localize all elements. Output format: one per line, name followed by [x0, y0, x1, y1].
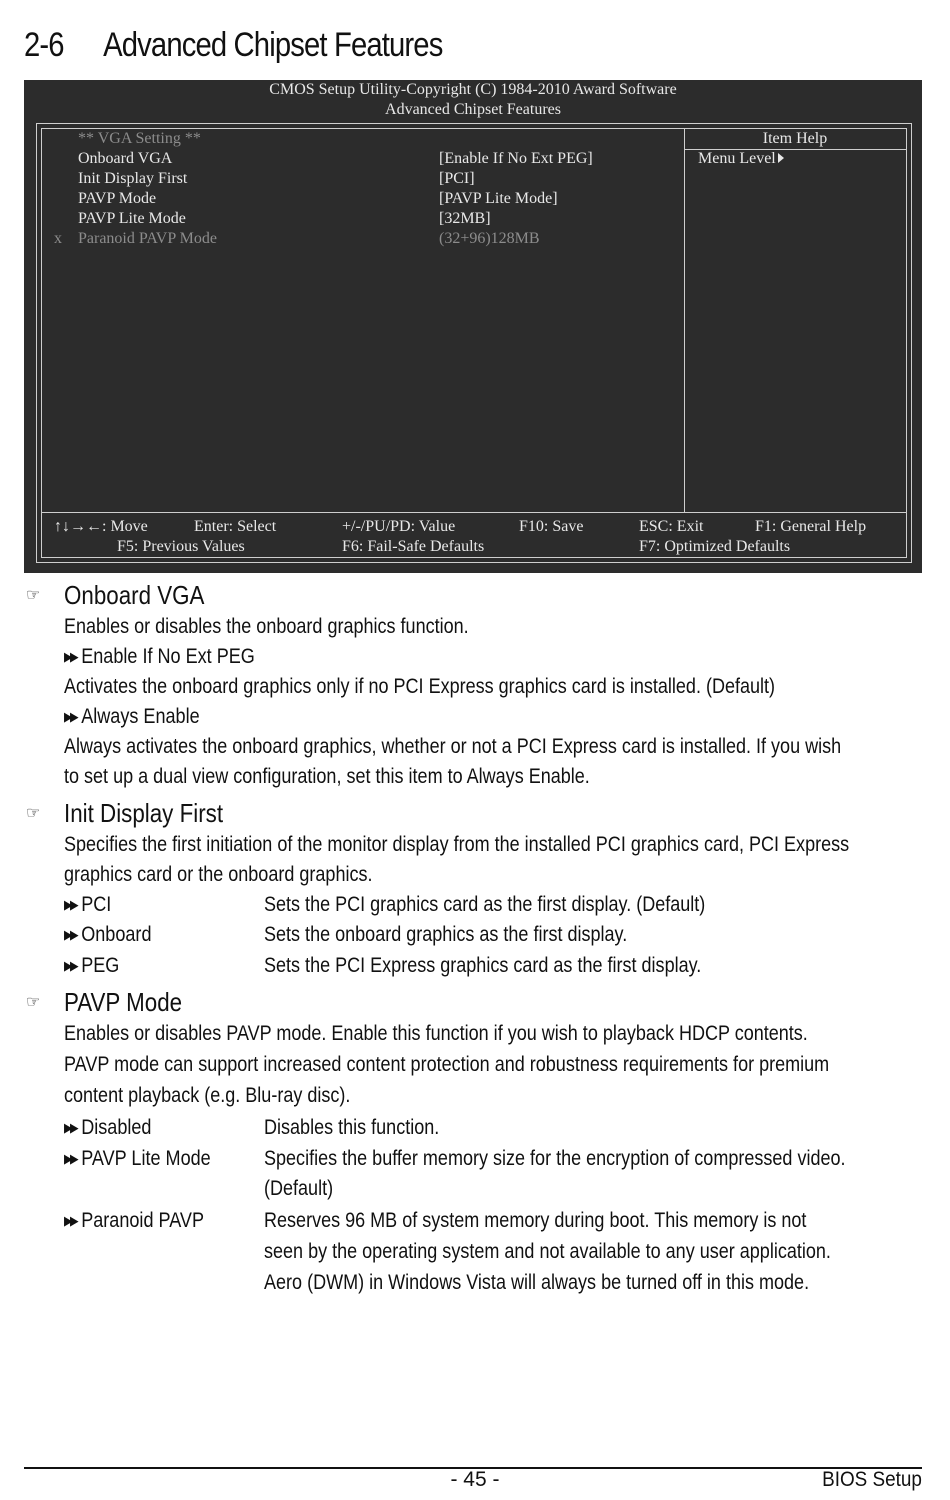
key-general-help: F1: General Help [755, 518, 867, 535]
double-arrow-icon: ▶▶ [64, 958, 77, 973]
option-name: PCI [81, 893, 112, 916]
option-always-enable [64, 702, 200, 732]
option-enable-if-no-ext-peg-desc: Activates the onboard graphics only if no PCI Express graphics card is installed. (Default) [64, 675, 776, 698]
disabled-mark: x [54, 230, 62, 247]
section-init-display-title: Init Display First [64, 798, 224, 828]
section-onboard-vga-title: Onboard VGA [64, 580, 205, 610]
setting-value[interactable]: [Enable If No Ext PEG] [439, 150, 593, 167]
double-arrow-icon: ▶▶ [64, 1213, 77, 1228]
option-always-enable-desc-2: to set up a dual view configuration, set this item to Always Enable. [64, 765, 590, 788]
option-disabled [64, 1113, 151, 1143]
option-name: Paranoid PAVP [81, 1209, 205, 1232]
option-pavp-lite-desc-1: Specifies the buffer memory size for the encryption of compressed video. [264, 1147, 846, 1170]
pointing-hand-icon: ☞ [26, 994, 41, 1011]
bios-divider-vertical [684, 129, 685, 512]
key-fail-safe-defaults: F6: Fail-Safe Defaults [342, 538, 485, 555]
option-peg-desc: Sets the PCI Express graphics card as the first display. [264, 954, 702, 977]
menu-level-label: Menu Level [698, 150, 776, 167]
option-always-enable-desc-1: Always activates the onboard graphics, whether or not a PCI Express card is installed. If you wish [64, 735, 842, 758]
section-pavp-title: PAVP Mode [64, 987, 183, 1017]
option-pci [64, 890, 111, 920]
section-number: 2-6 [24, 26, 64, 64]
setting-value: (32+96)128MB [439, 230, 540, 247]
pointing-hand-icon: ☞ [26, 587, 41, 604]
option-pavp-lite-mode [64, 1144, 211, 1174]
bios-screenshot [24, 80, 922, 573]
bios-divider-horizontal [42, 512, 906, 513]
bios-screen-title: Advanced Chipset Features [385, 101, 561, 118]
setting-value[interactable]: [32MB] [439, 210, 491, 227]
key-save: F10: Save [519, 518, 584, 535]
pavp-intro-1: Enables or disables PAVP mode. Enable this function if you wish to playback HDCP contents. [64, 1022, 808, 1045]
bios-copyright: CMOS Setup Utility-Copyright (C) 1984-2010 Award Software [269, 81, 677, 98]
bios-inner-frame [41, 128, 907, 558]
setting-label: Onboard VGA [78, 150, 173, 167]
option-enable-if-no-ext-peg [64, 642, 255, 672]
init-display-intro-2: graphics card or the onboard graphics. [64, 863, 373, 886]
option-name: Disabled [81, 1116, 152, 1139]
setting-label: Paranoid PAVP Mode [78, 230, 217, 247]
option-name: PAVP Lite Mode [81, 1147, 211, 1170]
option-disabled-desc: Disables this function. [264, 1116, 440, 1139]
setting-label: PAVP Mode [78, 190, 157, 207]
key-value: +/-/PU/PD: Value [342, 518, 456, 535]
option-paranoid-desc-1: Reserves 96 MB of system memory during boot. This memory is not [264, 1209, 807, 1232]
init-display-intro-1: Specifies the first initiation of the monitor display from the installed PCI graphics card, PCI Express [64, 833, 850, 856]
menu-level [698, 149, 784, 169]
double-arrow-icon: ▶▶ [64, 649, 77, 664]
option-name: PEG [81, 954, 120, 977]
setting-label: ** VGA Setting ** [78, 130, 201, 147]
double-arrow-icon: ▶▶ [64, 927, 77, 942]
option-name: Onboard [81, 923, 152, 946]
option-name: Enable If No Ext PEG [81, 645, 255, 668]
key-move: ↑↓→←: Move [54, 518, 148, 535]
setting-value[interactable]: [PCI] [439, 170, 475, 187]
bios-outer-frame [36, 123, 912, 563]
setting-label: Init Display First [78, 170, 188, 187]
option-pavp-lite-desc-2: (Default) [264, 1177, 334, 1200]
double-arrow-icon: ▶▶ [64, 897, 77, 912]
double-arrow-icon: ▶▶ [64, 1151, 77, 1166]
key-select: Enter: Select [194, 518, 277, 535]
key-exit: ESC: Exit [639, 518, 704, 535]
triangle-right-icon [778, 153, 784, 163]
key-optimized-defaults: F7: Optimized Defaults [639, 538, 791, 555]
pointing-hand-icon: ☞ [26, 805, 41, 822]
onboard-vga-intro: Enables or disables the onboard graphics function. [64, 615, 469, 638]
setting-label: PAVP Lite Mode [78, 210, 186, 227]
footer-section-name: BIOS Setup [822, 1468, 922, 1491]
option-pci-desc: Sets the PCI graphics card as the first display. (Default) [264, 893, 706, 916]
option-paranoid-desc-3: Aero (DWM) in Windows Vista will always be turned off in this mode. [264, 1271, 810, 1294]
option-name: Always Enable [81, 705, 200, 728]
option-onboard [64, 920, 151, 950]
option-onboard-desc: Sets the onboard graphics as the first display. [264, 923, 628, 946]
double-arrow-icon: ▶▶ [64, 1120, 77, 1135]
section-title: Advanced Chipset Features [103, 26, 443, 64]
key-previous-values: F5: Previous Values [117, 538, 245, 555]
option-paranoid-pavp [64, 1206, 204, 1236]
page-heading [24, 26, 442, 65]
double-arrow-icon: ▶▶ [64, 709, 77, 724]
item-help-title: Item Help [762, 130, 828, 147]
option-paranoid-desc-2: seen by the operating system and not available to any user application. [264, 1240, 831, 1263]
pavp-intro-3: content playback (e.g. Blu-ray disc). [64, 1084, 351, 1107]
option-peg [64, 951, 119, 981]
page-number: - 45 - [450, 1468, 500, 1491]
pavp-intro-2: PAVP mode can support increased content protection and robustness requirements for premium [64, 1053, 830, 1076]
setting-value[interactable]: [PAVP Lite Mode] [439, 190, 558, 207]
